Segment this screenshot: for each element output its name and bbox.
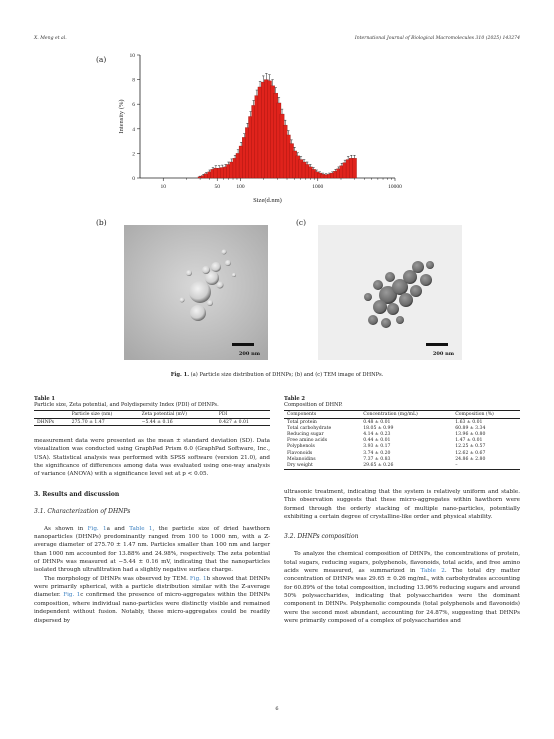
table1-cell: 275.70 ± 1.47 xyxy=(71,419,105,425)
x-tick-label: 10 xyxy=(160,184,167,190)
x-axis-label: Size(d.nm) xyxy=(253,197,282,204)
figure-caption-text: (a) Particle size distribution of DHNPs; (b) and (c) TEM image of DHNPs. xyxy=(190,372,384,378)
tem-micrograph-c xyxy=(318,225,462,360)
x-tick-label: 100 xyxy=(236,184,245,190)
table2-cell: 4.14 ± 0.23 xyxy=(363,431,391,437)
y-tick-label: 8 xyxy=(132,77,135,84)
table1-header-cell: Zeta potential (mV) xyxy=(141,412,188,417)
particle-size-chart xyxy=(110,50,410,215)
scale-bar-label-b: 200 nm xyxy=(238,351,260,357)
table2-title: Table 2 xyxy=(284,396,306,402)
right-column xyxy=(284,488,520,625)
table1 xyxy=(34,410,270,426)
table2-cell: 18.05 ± 0.99 xyxy=(363,425,394,431)
panel-label-a: (a) xyxy=(96,55,107,64)
table1-cell: −5.44 ± 0.16 xyxy=(141,419,173,425)
x-tick-label: 10000 xyxy=(388,184,402,190)
table2-header-cell: Concentration (mg/mL) xyxy=(363,412,418,417)
table2-cell: 0.48 ± 0.01 xyxy=(363,419,391,425)
y-tick-label: 10 xyxy=(129,53,135,59)
table-reference-link[interactable]: Table 2 xyxy=(420,568,445,575)
body-paragraph: The morphology of DHNPs was observed by TEM. Fig. 1b showed that DHNPs were primarily spherical, with a particle distribution similar with the Z-average diameter. Fig. 1c confirmed the presence of micro-aggregates within the DHNPs composition, where individual nano-particles were distinctly visible and remained independent without fusion. Notably, these micro-aggregates could be readily dispersed by xyxy=(34,575,270,624)
fig-reference-link[interactable]: Fig. 1 xyxy=(189,575,207,582)
table2-cell: 60.89 ± 3.34 xyxy=(455,425,486,431)
x-tick-label: 50 xyxy=(214,184,220,190)
table2-cell: 0.44 ± 0.01 xyxy=(363,438,391,444)
table2-cell: 1.47 ± 0.01 xyxy=(455,438,483,444)
bar xyxy=(352,158,356,178)
table2-cell: Dry weight xyxy=(287,462,313,468)
y-tick-label: 0 xyxy=(132,176,135,182)
body-paragraph: ultrasonic treatment, indicating that the system is relatively uniform and stable. This observation suggests that these micro-aggregates within hawthorn were formed through the orderly stacking of multiple nano-particles, potentially exhibiting a certain degree of crystalline-like order and physical stability. xyxy=(284,489,520,521)
table2-header-row xyxy=(284,411,520,419)
table2-cell: Reducing sugar xyxy=(287,431,324,437)
body-paragraph: measurement data were presented as the mean ± standard deviation (SD). Data visualization was conducted using GraphPad Prism 6.0 (GraphPad Software, Inc., USA). Statistical analysis was performed with SPSS software (version 21.0), and the significance of differences among data was evaluated using one-way analysis of variance (ANOVA) with a significance level set at p < 0.05. xyxy=(34,438,270,478)
panel-label-b: (b) xyxy=(96,218,107,227)
table1-cell: 0.427 ± 0.01 xyxy=(218,419,249,425)
table1-cell: DHNPs xyxy=(37,419,55,425)
panel-label-c: (c) xyxy=(296,218,307,227)
scale-bar-label-c: 200 nm xyxy=(432,351,454,357)
body-paragraph: To analyze the chemical composition of DHNPs, the concentrations of protein, total sugars, reducing sugars, polyphenols, flavonoids, total acids, and free amino acids were measured, as summarized in Table 2. The total dry matter concentration of DHNPs was 29.65 ± 0.26 mg/mL, with carbohydrates accounting for 60.89% of the total composition, including 13.96% reducing sugars and around 50% polysaccharides, indicating that polysaccharides were the dominant component in DHNPs. Polyphenolic compounds (total polyphenols and flavonoids) were the second most abundant, accounting for 24.87%, suggesting that DHNPs were primarily composed of a complex of polysaccharides and xyxy=(284,551,520,625)
fig-reference-link[interactable]: Fig. 1 xyxy=(87,525,107,532)
table2-cell: 7.37 ± 0.83 xyxy=(363,456,391,462)
table1-block xyxy=(34,396,270,426)
tem-image-b xyxy=(124,225,268,360)
table-row xyxy=(34,419,270,426)
table1-header-cell: PDI xyxy=(218,412,228,417)
table2-cell: 3.74 ± 0.20 xyxy=(363,450,391,456)
y-tick-label: 4 xyxy=(132,126,135,133)
page-number: 6 xyxy=(275,706,279,712)
x-tick-label: 1000 xyxy=(312,184,324,190)
subsection-heading: 3.1. Characterization of DHNPs xyxy=(34,507,131,515)
table2-header-cell: Components xyxy=(287,412,317,417)
table2-cell: Flavonoids xyxy=(287,450,313,456)
table2-cell: 12.25 ± 0.57 xyxy=(455,444,486,450)
tem-micrograph-b xyxy=(124,225,268,360)
running-header-journal: International Journal of Biological Macromolecules 310 (2025) 143274 xyxy=(354,36,520,41)
table2-cell: 12.62 ± 0.67 xyxy=(455,450,486,456)
table-reference-link[interactable]: Table 1 xyxy=(129,525,153,532)
table1-subtitle: Particle size, Zeta potential, and Polydispersity Index (PDI) of DHNPs. xyxy=(34,402,219,408)
table2-cell: Total carbohydrate xyxy=(287,425,332,431)
table2-cell: 24.86 ± 2.80 xyxy=(455,456,486,462)
table2-block xyxy=(284,396,520,470)
tem-image-c xyxy=(318,225,462,360)
table2-cell: Polyphenols xyxy=(287,444,315,450)
table2-subtitle: Composition of DHNP. xyxy=(284,402,343,408)
table2-cell: Free amino acids xyxy=(287,438,328,444)
table2-header-cell: Composition (%) xyxy=(455,412,494,417)
table-row xyxy=(284,419,520,426)
y-tick-label: 6 xyxy=(132,102,135,109)
table2-cell: 29.65 ± 0.26 xyxy=(363,462,394,468)
left-column xyxy=(34,437,270,625)
table1-title: Table 1 xyxy=(34,396,56,402)
section-heading: 3. Results and discussion xyxy=(34,490,120,498)
body-paragraph: As shown in Fig. 1a and Table 1, the particle size of dried hawthorn nanoparticles (DHNPs) predominantly ranged from 100 to 1000 nm, with a Z-average diameter of 275.70 ± 1.47 nm. Particles smaller than 100 nm and larger than 1000 nm accounted for 13.88% and 24.98%, respectively. The zeta potential of DHNPs was measured at −5.44 ± 0.16 mV, indicating that the nanoparticles isolated through ultrafiltration had a slightly negative surface charge. xyxy=(34,525,270,574)
subsection-heading: 3.2. DHNPs composition xyxy=(284,533,359,541)
table2 xyxy=(284,410,520,470)
table2-cell: Total protein xyxy=(287,419,317,425)
table-row xyxy=(284,462,520,469)
table1-header-cell: Particle size (nm) xyxy=(71,412,113,417)
table1-header-row xyxy=(34,411,270,419)
figure-caption xyxy=(0,372,554,378)
figure-caption-label: Fig. 1. xyxy=(170,372,189,378)
y-axis-label: Intensity (%) xyxy=(118,99,125,134)
table2-cell: 1.63 ± 0.01 xyxy=(455,419,483,425)
table2-cell: 13.96 ± 0.80 xyxy=(455,431,486,437)
table1-header-cell xyxy=(34,411,69,419)
table2-cell: 3.93 ± 0.17 xyxy=(363,444,391,450)
table2-cell: – xyxy=(455,462,458,468)
fig-reference-link[interactable]: Fig. 1 xyxy=(63,592,81,599)
y-tick-label: 2 xyxy=(132,151,135,158)
table2-cell: Melanoidins xyxy=(287,456,316,462)
running-header-authors: X. Meng et al. xyxy=(34,36,67,41)
